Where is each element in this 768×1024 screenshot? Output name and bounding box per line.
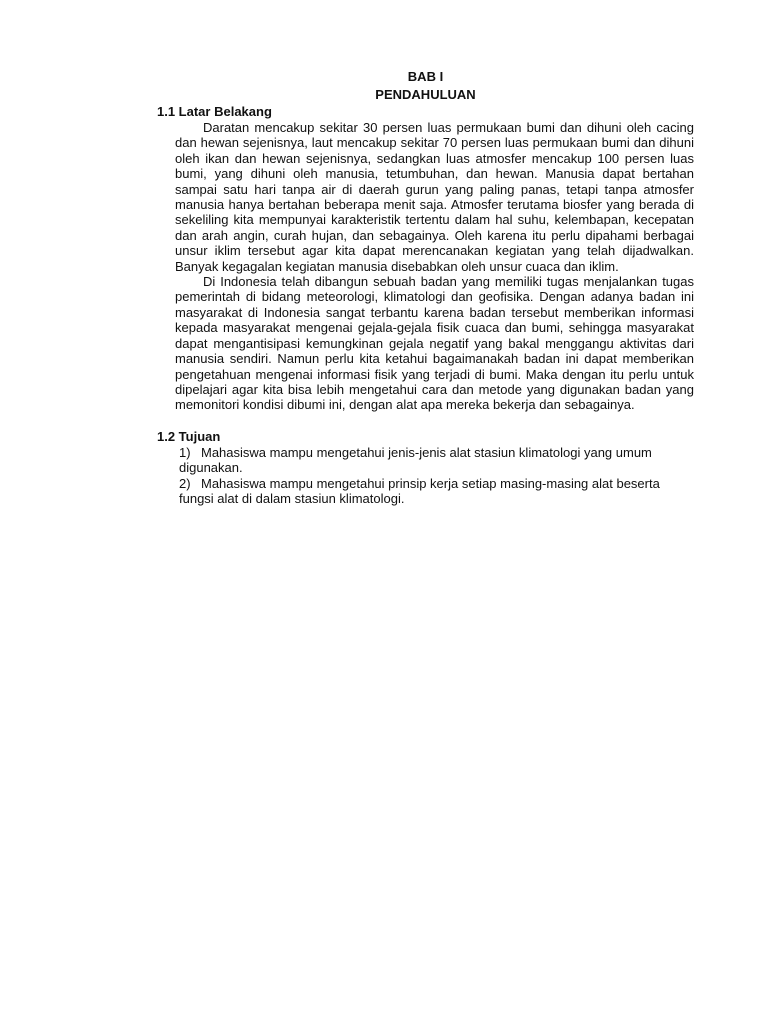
objectives-list [157,445,694,507]
objective-number: 2) [179,475,191,491]
objective-number: 1) [179,444,191,460]
objective-text: Mahasiswa mampu mengetahui prinsip kerja setiap masing-masing alat beserta fungsi alat di dalam stasiun klimatologi. [179,475,660,506]
objective-item [179,476,694,507]
chapter-title: PENDAHULUAN [375,87,476,102]
section-heading-objectives: 1.2 Tujuan [157,428,221,444]
objective-text: Mahasiswa mampu mengetahui jenis-jenis alat stasiun klimatologi yang umum digunakan. [179,444,652,476]
document-content [157,68,694,506]
chapter-label: BAB I [407,69,444,84]
paragraph-background-1: Daratan mencakup sekitar 30 persen luas permukaan bumi dan dihuni oleh cacing dan hewan sejenisnya, laut mencakup sekitar 70 persen luas permukaan bumi dan dihuni oleh ikan dan hewan sejenisnya, sedangkan luas atmosfer mencakup 100 persen luas bumi, yang dihuni oleh manusia, tetumbuhan, dan hewan. Manusia dapat bertahan sampai satu hari tanpa air di daerah gurun yang paling panas, tetapi tanpa atmosfer manusia hanya bertahan beberapa menit saja. Atmosfer terutama biosfer yang berada di sekeliling kita mempunyai karakteristik tertentu dalam hal suhu, kelembapan, kecepatan dan arah angin, curah hujan, dan sebagainya. Oleh karena itu perlu dipahami berbagai unsur iklim tersebut agar kita dapat merencanakan kegiatan yang telah dijadwalkan. Banyak kegagalan kegiatan manusia disebabkan oleh unsur cuaca dan iklim. [175,120,694,274]
objective-item [179,445,694,476]
section-heading-background: 1.1 Latar Belakang [157,104,272,119]
paragraph-background-2: Di Indonesia telah dibangun sebuah badan yang memiliki tugas menjalankan tugas pemerintah di bidang meteorologi, klimatologi dan geofisika. Dengan adanya badan ini masyarakat di Indonesia sangat terbantu karena badan tersebut memberikan informasi kepada masyarakat mengenai gejala-gejala fisik cuaca dan bumi, sehingga masyarakat dapat mengantisipasi kemungkinan gejala negatif yang bakal menggangu aktivitas dari manusia sendiri. Namun perlu kita ketahui bagaimanakah badan ini dapat memberikan pengetahuan mengenai informasi fisik yang terjadi di bumi. Maka dengan itu perlu untuk dipelajari agar kita bisa lebih mengetahui cara dan metode yang digunakan badan yang memonitori kondisi dibumi ini, dengan alat apa mereka bekerja dan sebagainya. [175,274,694,413]
